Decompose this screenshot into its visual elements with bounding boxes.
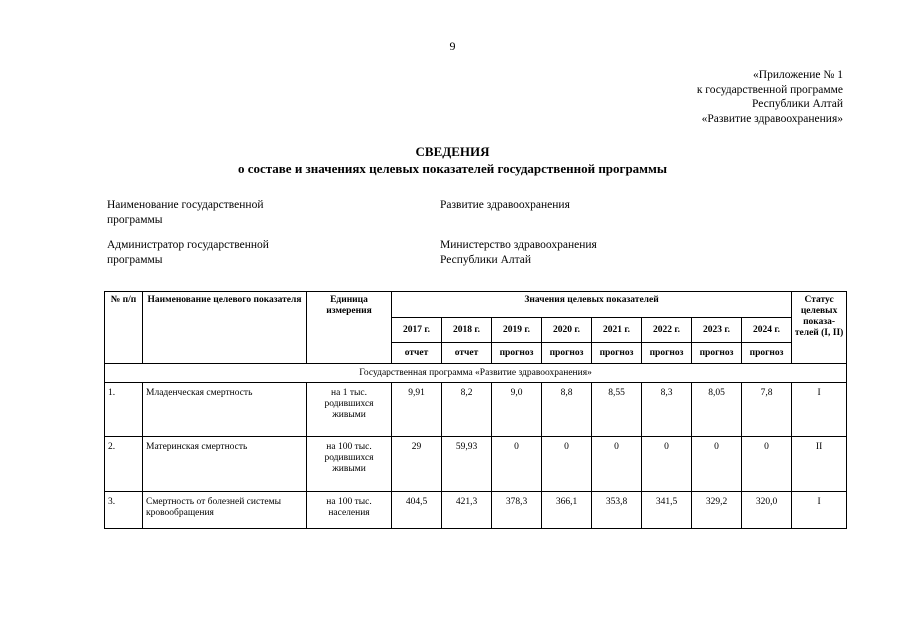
row-value: 0 [692, 437, 742, 492]
value-line: Министерство здравоохранения [440, 239, 597, 251]
row-value: 0 [742, 437, 792, 492]
row-value: 0 [642, 437, 692, 492]
program-value: Развитие здравоохранения [440, 199, 570, 211]
header-type: прогноз [692, 343, 742, 364]
row-value: 8,8 [542, 383, 592, 437]
row-value: 0 [542, 437, 592, 492]
row-status: I [792, 383, 847, 437]
table-row [105, 437, 847, 492]
header-type: прогноз [542, 343, 592, 364]
row-num: 3. [105, 492, 143, 529]
section-row: Государственная программа «Развитие здравоохранения» [105, 364, 847, 383]
row-name: Материнская смертность [143, 437, 307, 492]
title-sub: о составе и значениях целевых показателей государственной программы [237, 161, 668, 176]
program-label [107, 198, 317, 227]
header-year: 2018 г. [442, 318, 492, 343]
row-value: 8,05 [692, 383, 742, 437]
table-row [105, 383, 847, 437]
row-value: 59,93 [442, 437, 492, 492]
header-year: 2017 г. [392, 318, 442, 343]
administrator-label [107, 238, 317, 267]
header-year: 2019 г. [492, 318, 542, 343]
row-value: 353,8 [592, 492, 642, 529]
row-value: 0 [492, 437, 542, 492]
header-unit: Единица измерения [307, 292, 392, 364]
row-num: 2. [105, 437, 143, 492]
row-value: 329,2 [692, 492, 742, 529]
label-line: программы [107, 253, 163, 266]
header-type: прогноз [642, 343, 692, 364]
label-line: Наименование государственной [107, 199, 264, 211]
row-value: 29 [392, 437, 442, 492]
appendix-line: к государственной программе [696, 83, 843, 96]
header-year: 2021 г. [592, 318, 642, 343]
row-value: 320,0 [742, 492, 792, 529]
row-value: 0 [592, 437, 642, 492]
appendix-note [697, 68, 843, 126]
row-name: Смертность от болезней системы кровообращения [143, 492, 307, 529]
row-value: 9,0 [492, 383, 542, 437]
row-value: 366,1 [542, 492, 592, 529]
header-year: 2020 г. [542, 318, 592, 343]
header-values: Значения целевых показателей [392, 292, 792, 318]
row-value: 404,5 [392, 492, 442, 529]
appendix-line: «Приложение № 1 [753, 69, 843, 81]
row-unit: на 100 тыс. родившихся живыми [307, 437, 392, 492]
label-line: Администратор государственной [107, 239, 269, 251]
row-value: 8,55 [592, 383, 642, 437]
appendix-line: «Развитие здравоохранения» [701, 112, 843, 125]
row-value: 421,3 [442, 492, 492, 529]
table-row [105, 492, 847, 529]
administrator-value [440, 238, 660, 267]
row-value: 7,8 [742, 383, 792, 437]
header-status: Статус целевых показа-телей (I, II) [792, 292, 847, 364]
header-type: прогноз [592, 343, 642, 364]
row-name: Младенческая смертность [143, 383, 307, 437]
row-status: I [792, 492, 847, 529]
indicators-table [104, 291, 847, 529]
row-unit: на 100 тыс. населения [307, 492, 392, 529]
row-num: 1. [105, 383, 143, 437]
row-value: 8,3 [642, 383, 692, 437]
header-type: прогноз [492, 343, 542, 364]
row-value: 8,2 [442, 383, 492, 437]
header-type: прогноз [742, 343, 792, 364]
header-year: 2024 г. [742, 318, 792, 343]
value-line: Республики Алтай [440, 253, 532, 266]
header-type: отчет [442, 343, 492, 364]
row-value: 378,3 [492, 492, 542, 529]
row-value: 9,91 [392, 383, 442, 437]
title-main: СВЕДЕНИЯ [415, 144, 490, 159]
row-value: 341,5 [642, 492, 692, 529]
label-line: программы [107, 213, 163, 226]
document-title [0, 143, 905, 177]
page-number: 9 [449, 39, 456, 53]
row-status: II [792, 437, 847, 492]
header-year: 2023 г. [692, 318, 742, 343]
header-name: Наименование целевого показателя [143, 292, 307, 364]
row-unit: на 1 тыс. родившихся живыми [307, 383, 392, 437]
header-num: № п/п [105, 292, 143, 364]
appendix-line: Республики Алтай [751, 98, 843, 110]
header-type: отчет [392, 343, 442, 364]
header-year: 2022 г. [642, 318, 692, 343]
